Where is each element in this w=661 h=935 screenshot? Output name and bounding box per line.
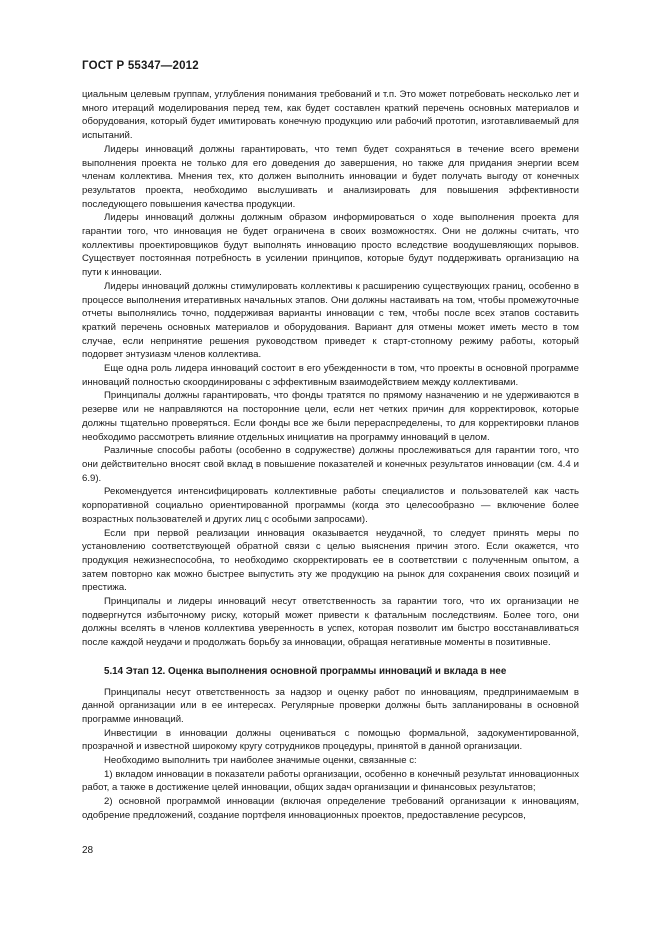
paragraph: 1) вкладом инновации в показатели работы организации, особенно в конечный результат инновационных работ, а также в достижение целей инновации, общих задач организации и финансовых результатов;: [82, 768, 579, 794]
paragraph: Принципалы должны гарантировать, что фонды тратятся по прямому назначению и не удерживаются в резерве или не направляются на посторонние цели, если нет четких причин для корректировок, которые должны тщательно проверяться. Если фонды все же были перераспределены, то для корректировки планов необходимо рассмотреть влияние отдельных инициатив на программу инноваций в целом.: [82, 390, 579, 443]
paragraph: Если при первой реализации инновация оказывается неудачной, то следует принять меры по установлению соответствующей обратной связи с целью выяснения причин этого. Если окажется, что продукция нежизнеспособна, то необходимо скорректировать ее в соответствии с полученным опытом, а затем повторно как можно быстрее выпустить эту же продукцию на рынок для сохранения своих позиций и престижа.: [82, 527, 579, 594]
paragraph-group-1: [82, 88, 579, 650]
paragraph: Необходимо выполнить три наиболее значимые оценки, связанные с:: [104, 755, 417, 767]
page-number: 28: [82, 845, 94, 856]
paragraph: 2) основной программой инновации (включая определение требований организации к инновациям, одобрение предложений, создание портфеля инновационных проектов, предоставление ресурсов,: [82, 796, 579, 821]
paragraph: Принципалы и лидеры инноваций несут ответственность за гарантии того, что их организации не подвергнутся избыточному риску, который может привести к фатальным последствиям. Более того, они должны вселять в членов коллектива уверенность в успех, которая позволит им быстро восстанавливаться после каждой неудачи и продолжать борьбу за инновации, обращая негативные моменты в позитивные.: [82, 596, 579, 649]
document-body: [82, 88, 579, 823]
paragraph: Различные способы работы (особенно в содружестве) должны прослеживаться для гарантии того, что они действительно вносят свой вклад в повышение показателей и конечных результатов инновации (см. 4.4 и 6.9).: [82, 445, 579, 484]
paragraph: Лидеры инноваций должны гарантировать, что темп будет сохраняться в течение всего времени выполнения проекта не только для его доведения до завершения, но также для придания энергии всем членам коллектива. Мнения тех, кто должен выполнить инновации и будет получать выгоду от конечных результатов проекта, необходимо выслушивать и анализировать для повышения эффективности последующего повышения качества продукции.: [82, 143, 579, 210]
paragraph: Лидеры инноваций должны должным образом информироваться о ходе выполнения проекта для гарантии того, что инновация не будет ограничена в своих возможностях. Они не должны считать, что коллективы проектировщиков будут выполнять инновацию просто вследствие воодушевляющих порывов. Существует постоянная потребность в усилении принципов, которые будут поддерживать организацию на пути к инновации.: [82, 212, 579, 279]
paragraph: Еще одна роль лидера инноваций состоит в его убежденности в том, что проекты в основной программе инноваций полностью скоординированы с эффективным взаимодействием между коллективами.: [82, 363, 579, 388]
paragraph: Инвестиции в инновации должны оцениваться с помощью формальной, задокументированной, прозрачной и известной широкому кругу сотрудников процедуры, принятой в данной организации.: [82, 727, 579, 753]
paragraph-group-2: [82, 686, 579, 823]
paragraph: Лидеры инноваций должны стимулировать коллективы к расширению существующих границ, особенно в процессе выполнения итеративных начальных этапов. Они должны настаивать на том, чтобы промежуточные отчеты выполнялись точно, поддерживая варианты инновации с тем, чтобы после всех этапов составить краткий перечень основных материалов и оборудования. Вариант для отмены может иметь место в том случае, если непринятие решения руководством приведет к старт-стопному режиму работы, который подорвет энтузиазм членов коллектива.: [82, 280, 579, 361]
paragraph: циальным целевым группам, углубления понимания требований и т.п. Это может потребовать несколько лет и много итераций моделирования перед тем, как будет составлен краткий перечень основных материалов и оборудования, который будет имитировать конечную продукцию или рабочий прототип, изготавливаемый для испытаний.: [82, 89, 579, 142]
document-header: ГОСТ Р 55347—2012: [82, 60, 199, 72]
paragraph: Рекомендуется интенсифицировать коллективные работы специалистов и пользователей как часть корпоративной социально ориентированной программы (когда это целесообразно — включение более возрастных пользователей и других лиц с особыми запросами).: [82, 486, 579, 525]
section-heading: 5.14 Этап 12. Оценка выполнения основной программы инноваций и вклада в нее: [104, 665, 507, 677]
paragraph: Принципалы несут ответственность за надзор и оценку работ по инновациям, предпринимаемым в данной организации или в ее интересах. Регулярные проверки должны быть запланированы в основной программе инноваций.: [82, 686, 579, 725]
